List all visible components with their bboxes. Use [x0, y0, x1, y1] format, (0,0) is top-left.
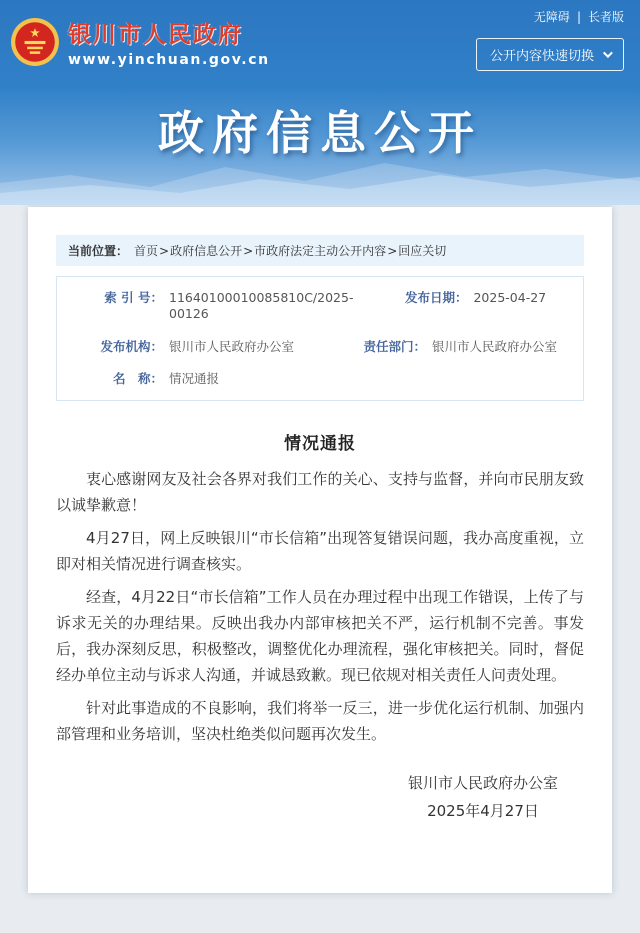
site-name: 银川市人民政府 [68, 22, 243, 48]
meta-row [57, 363, 583, 395]
meta-index-number [57, 282, 361, 331]
meta-index-label: 索 引 号： [104, 290, 163, 305]
meta-doc-name-label: 名 称： [112, 370, 163, 386]
breadcrumb [56, 235, 584, 266]
signature-org: 银川市人民政府办公室 [407, 774, 558, 792]
article-paragraph: 针对此事造成的不良影响，我们将举一反三，进一步优化运行机制、加强内部管理和业务培训，坚决杜绝类似问题再次发生。 [56, 699, 584, 743]
site-logo[interactable] [10, 16, 270, 68]
utility-divider: | [576, 9, 581, 24]
meta-row [57, 282, 583, 331]
meta-publish-org [57, 331, 320, 363]
meta-index-value: 11640100010085810C/2025-00126 [169, 290, 354, 322]
breadcrumb-separator: > [243, 243, 254, 258]
signature-date: 2025年4月27日 [427, 802, 539, 820]
meta-publish-date-value: 2025-04-27 [473, 290, 547, 305]
svg-text:★: ★ [29, 24, 41, 40]
meta-doc-name [57, 363, 320, 395]
quick-switch-label: 公开内容快速切换 [489, 49, 594, 64]
meta-responsible-dept [320, 331, 583, 363]
mountain-silhouette [0, 147, 640, 205]
breadcrumb-separator: > [159, 243, 170, 258]
article-paragraph: 经查，4月22日“市长信箱”工作人员在办理过程中出现工作错误，上传了与诉求无关的办理结果。反映出我办内部审核把关不严，运行机制不完善。事发后，我办深刻反思，积极整改，调整优化办理流程，强化审核把关。同时，督促经办单位主动与诉求人沟通，并诚恳致歉。现已依规对相关责任人问责处理。 [56, 588, 584, 684]
breadcrumb-item-response-concerns[interactable]: 回应关切 [398, 244, 447, 258]
article-paragraph: 衷心感谢网友及社会各界对我们工作的关心、支持与监督，并向市民朋友致以诚挚歉意！ [56, 470, 584, 514]
meta-row [57, 331, 583, 363]
site-title-block [68, 16, 270, 68]
document-meta-table [56, 276, 584, 401]
chevron-down-icon [603, 48, 613, 58]
article-title: 情况通报 [284, 434, 356, 454]
content-card [28, 207, 612, 893]
article-body [56, 466, 584, 747]
signature-block [408, 771, 558, 823]
page-hero [0, 0, 640, 205]
utility-links [534, 8, 624, 25]
main-area [0, 207, 640, 933]
accessibility-link[interactable]: 无障碍 [533, 10, 570, 24]
national-emblem-icon [10, 17, 60, 67]
banner-title: 政府信息公开 [158, 106, 482, 160]
breadcrumb-item-info-disclosure[interactable]: 政府信息公开 [170, 244, 243, 258]
quick-switch-button[interactable] [476, 38, 624, 71]
meta-publish-org-label: 发布机构： [100, 338, 163, 354]
breadcrumb-item-home[interactable]: 首页 [134, 244, 159, 258]
site-url: www.yinchuan.gov.cn [68, 52, 270, 68]
meta-responsible-dept-value: 银川市人民政府办公室 [432, 338, 558, 354]
breadcrumb-item-statutory-content[interactable]: 市政府法定主动公开内容 [254, 244, 387, 258]
breadcrumb-separator: > [387, 243, 398, 258]
meta-publish-org-value: 银川市人民政府办公室 [169, 338, 295, 354]
meta-publish-date-label: 发布日期： [404, 290, 468, 305]
meta-publish-date [361, 282, 583, 331]
article-paragraph: 4月27日，网上反映银川“市长信箱”出现答复错误问题，我办高度重视，立即对相关情况进行调查核实。 [56, 529, 584, 573]
meta-responsible-dept-label: 责任部门： [363, 338, 426, 354]
meta-doc-name-value: 情况通报 [169, 370, 220, 386]
breadcrumb-label: 当前位置： [68, 244, 129, 258]
elder-version-link[interactable]: 长者版 [587, 10, 624, 24]
meta-empty-cell [320, 363, 583, 395]
